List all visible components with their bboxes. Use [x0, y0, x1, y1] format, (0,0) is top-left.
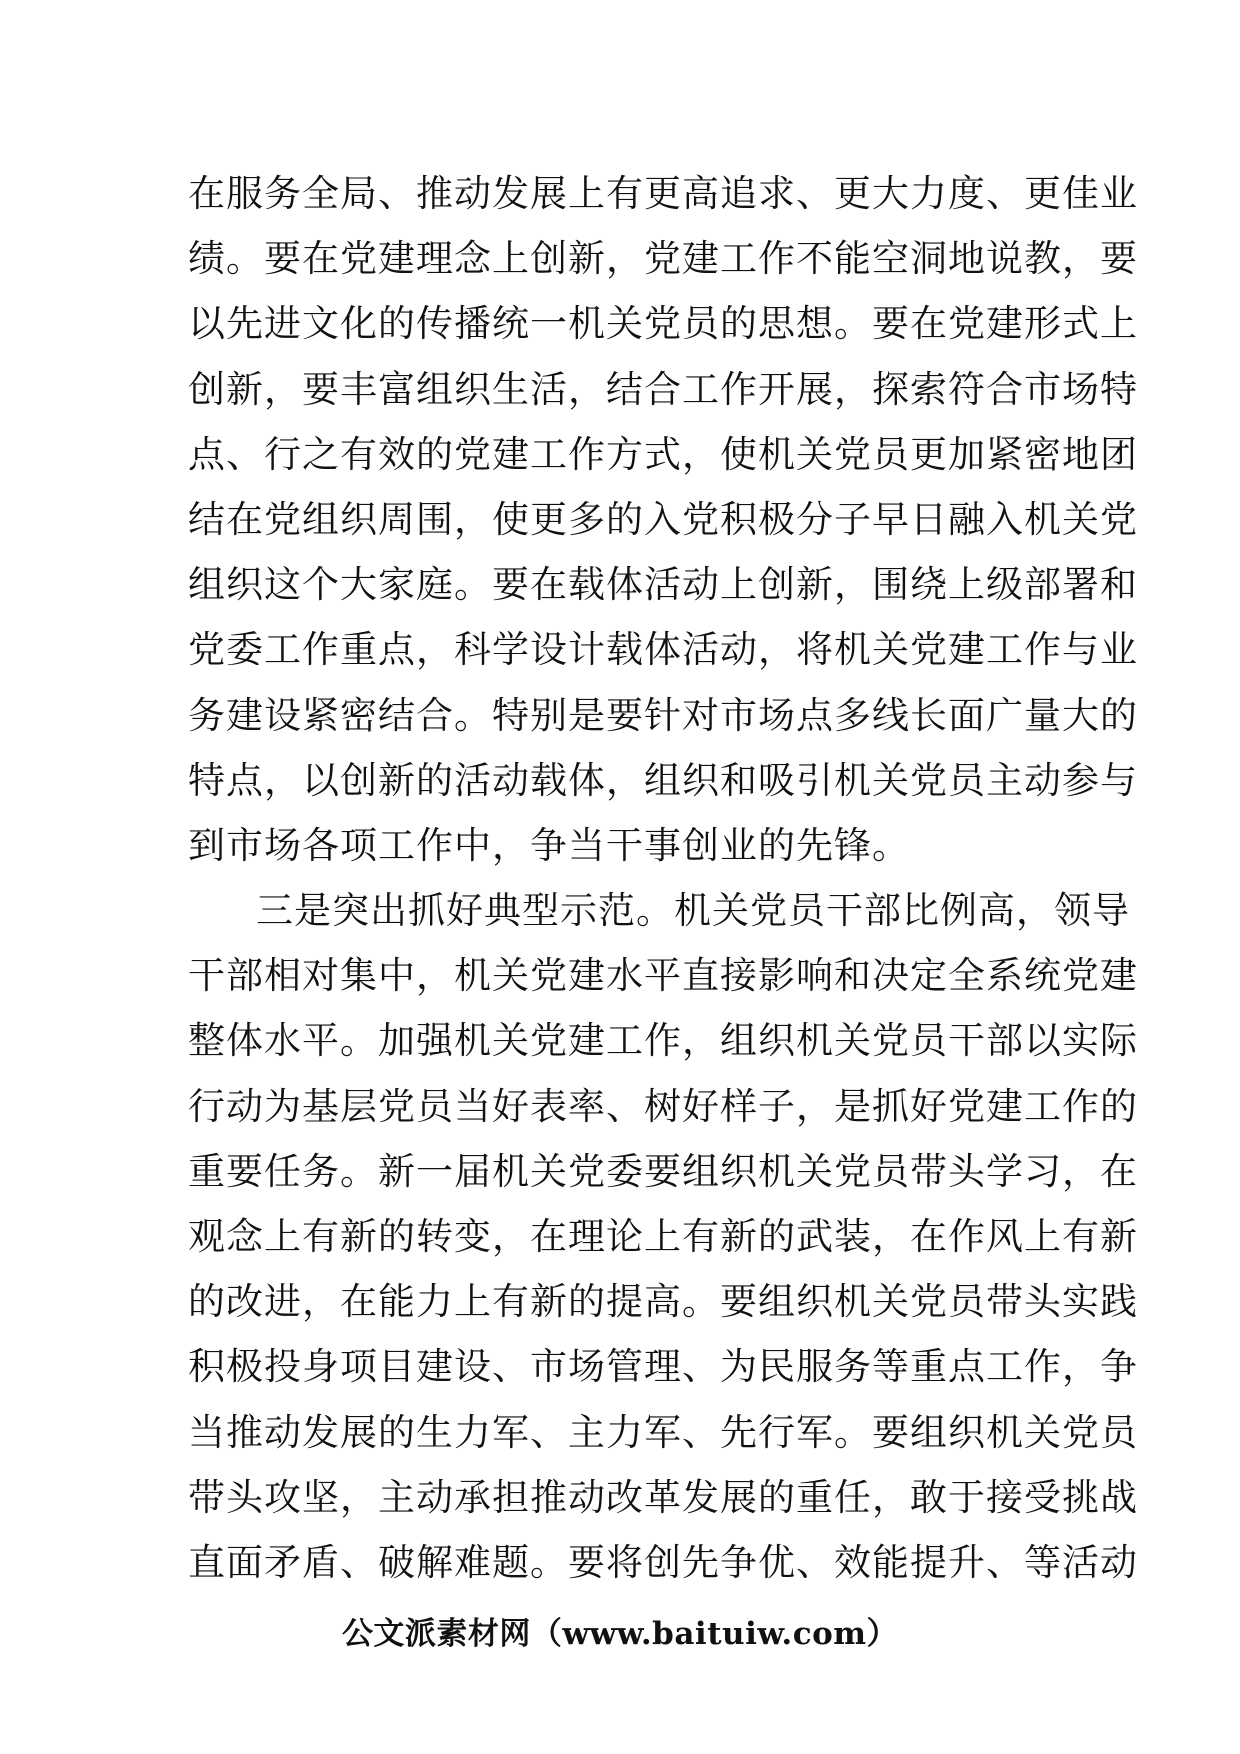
text-line: 到市场各项工作中，争当干事创业的先锋。 — [188, 823, 910, 867]
text-line: 行动为基层党员当好表率、树好样子，是抓好党建工作的 — [188, 1084, 1138, 1128]
text-line: 党委工作重点，科学设计载体活动，将机关党建工作与业 — [188, 628, 1138, 672]
text-line: 直面矛盾、破解难题。要将创先争优、效能提升、等活动 — [188, 1540, 1138, 1584]
footer-watermark: 公文派素材网（www.baituiw.com） — [341, 1616, 899, 1652]
text-line: 在服务全局、推动发展上有更高追求、更大力度、更佳业 — [188, 172, 1138, 215]
text-line: 当推动发展的生力军、主力军、先行军。要组织机关党员 — [188, 1410, 1138, 1454]
body-text — [188, 161, 1138, 1595]
text-line: 观念上有新的转变，在理论上有新的武装，在作风上有新 — [188, 1215, 1138, 1258]
text-line: 点、行之有效的党建工作方式，使机关党员更加紧密地团 — [188, 432, 1138, 476]
text-line: 重要任务。新一届机关党委要组织机关党员带头学习，在 — [188, 1149, 1138, 1193]
paragraph-start-line: 三是突出抓好典型示范。机关党员干部比例高，领导 — [256, 889, 1130, 933]
text-line: 绩。要在党建理念上创新，党建工作不能空洞地说教，要 — [188, 237, 1138, 281]
text-line: 整体水平。加强机关党建工作，组织机关党员干部以实际 — [188, 1019, 1138, 1063]
text-line: 务建设紧密结合。特别是要针对市场点多线长面广量大的 — [188, 693, 1138, 737]
text-line: 以先进文化的传播统一机关党员的思想。要在党建形式上 — [188, 302, 1138, 346]
text-line: 创新，要丰富组织生活，结合工作开展，探索符合市场特 — [188, 367, 1138, 411]
text-line: 特点，以创新的活动载体，组织和吸引机关党员主动参与 — [188, 758, 1138, 802]
text-line: 干部相对集中，机关党建水平直接影响和决定全系统党建 — [188, 954, 1138, 998]
text-line: 积极投身项目建设、市场管理、为民服务等重点工作，争 — [188, 1345, 1138, 1389]
text-line: 组织这个大家庭。要在载体活动上创新，围绕上级部署和 — [188, 563, 1138, 607]
text-line: 带头攻坚，主动承担推动改革发展的重任，敢于接受挑战 — [188, 1475, 1138, 1519]
text-line: 结在党组织周围，使更多的入党积极分子早日融入机关党 — [188, 497, 1138, 541]
text-line: 的改进，在能力上有新的提高。要组织机关党员带头实践 — [188, 1280, 1138, 1324]
